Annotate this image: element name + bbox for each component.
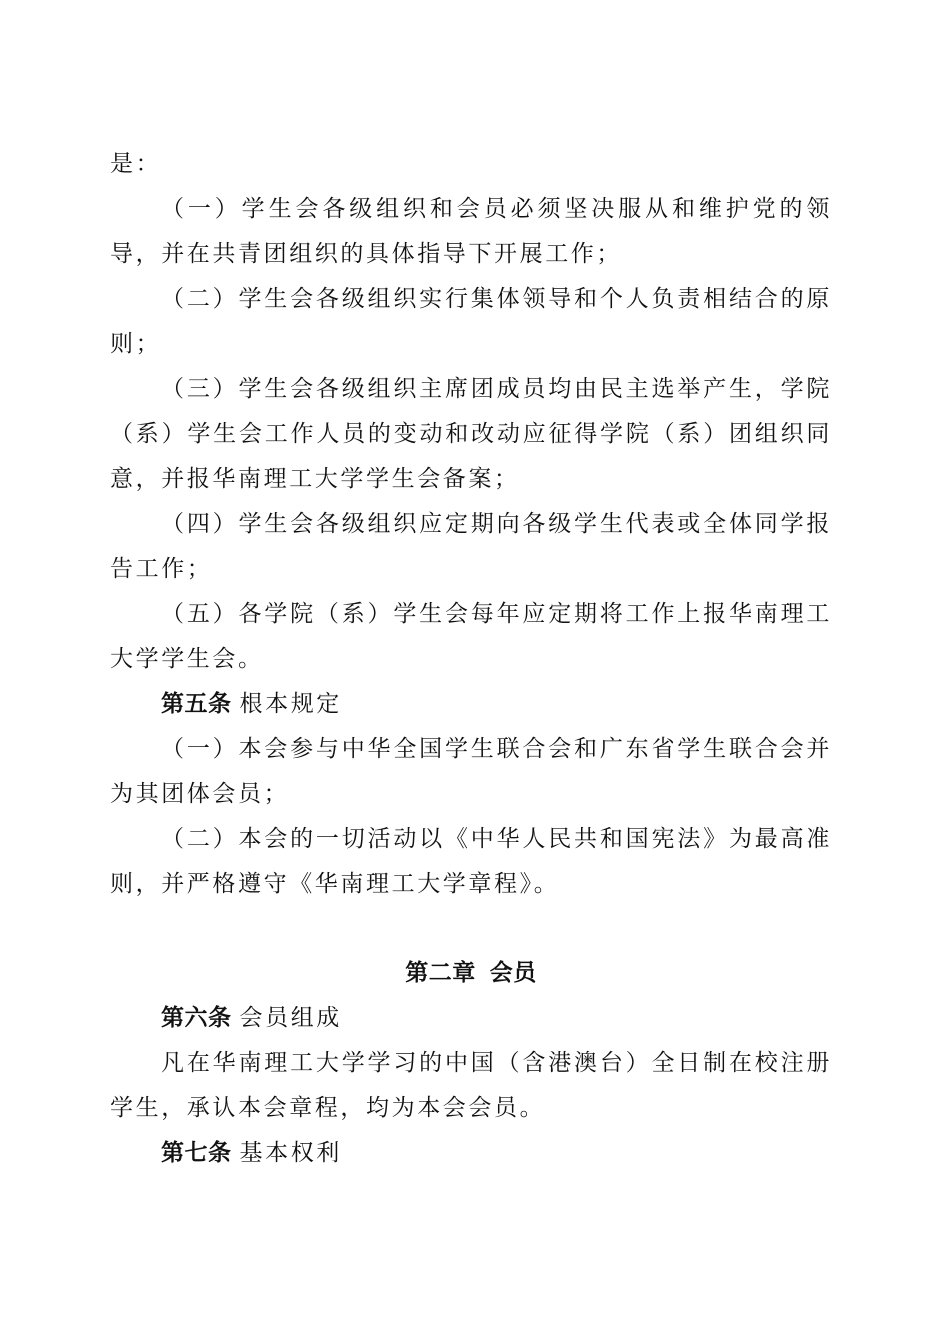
list-item-1: （一）学生会各级组织和会员必须坚决服从和维护党的领导，并在共青团组织的具体指导下开展工作； [110,196,832,267]
article-title: 基本权利 [239,1140,342,1166]
article-title: 会员组成 [239,1005,342,1031]
article-heading-7 [110,1131,832,1176]
chapter-heading [110,907,832,996]
document-body [110,142,832,1176]
chapter-title: 会员 [489,960,537,986]
list-item-5: （五）各学院（系）学生会每年应定期将工作上报华南理工大学学生会。 [110,601,832,672]
list-item-2: （二）学生会各级组织实行集体领导和个人负责相结合的原则； [110,286,832,357]
article-label: 第七条 [161,1140,232,1166]
article-6-text: 凡在华南理工大学学习的中国（含港澳台）全日制在校注册学生，承认本会章程，均为本会会员。 [110,1050,832,1121]
list-item-4: （四）学生会各级组织应定期向各级学生代表或全体同学报告工作； [110,511,832,582]
article-heading-6 [110,996,832,1041]
list-item-3: （三）学生会各级组织主席团成员均由民主选举产生，学院（系）学生会工作人员的变动和改动应征得学院（系）团组织同意，并报华南理工大学学生会备案； [110,376,832,492]
chapter-number: 第二章 [405,960,476,986]
article-label: 第五条 [161,691,232,717]
article-title: 根本规定 [239,691,342,717]
paragraph-continuation: 是： [110,151,162,177]
article-5-item-1: （一）本会参与中华全国学生联合会和广东省学生联合会并为其团体会员； [110,736,832,807]
article-label: 第六条 [161,1005,232,1031]
article-heading-5 [110,682,832,727]
article-5-item-2: （二）本会的一切活动以《中华人民共和国宪法》为最高准则，并严格遵守《华南理工大学章程》。 [110,826,832,897]
